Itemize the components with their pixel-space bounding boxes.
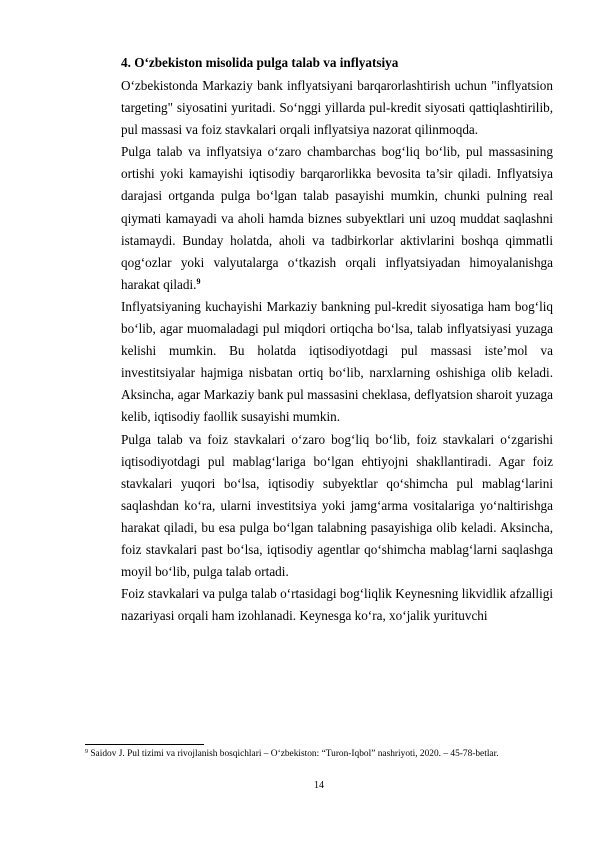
paragraph-1-text: O‘zbekistonda Markaziy bank inflyatsiyani barqarorlashtirish uchun "inflyatsion targeting" siyosatini yuritadi. So‘nggi yillarda pul-kredit siyosati qattiqlashtirilib, pul massasi va foiz stavkalari orqali inflyatsiya nazorat qilinmoqda. — [121, 78, 553, 138]
section-heading: 4. O‘zbekiston misolida pulga talab va inflyatsiya — [121, 55, 399, 70]
footnote-separator — [85, 744, 204, 745]
main-content — [121, 53, 553, 627]
paragraph-5 — [121, 583, 553, 627]
paragraph-4-text: Pulga talab va foiz stavkalari o‘zaro bog‘liq bo‘lib, foiz stavkalari o‘zgarishi iqtisodiyotdagi pul mablag‘lariga bo‘lgan ehtiyojni shakllantiradi. Agar foiz stavkalari yuqori bo‘lsa, iqtisodiy subyektlar qo‘shimcha pul mablag‘larini saqlashdan ko‘ra, ularni investitsiya yoki jamg‘arma vositalariga yo‘naltirishga harakat qiladi, bu esa pulga bo‘lgan talabning pasayishiga olib keladi. Aksincha, foiz stavkalari past bo‘lsa, iqtisodiy agentlar qo‘shimcha mablag‘larni saqlashga moyil bo‘lib, pulga talab ortadi. — [121, 431, 553, 580]
paragraph-1 — [121, 75, 553, 141]
paragraph-4 — [121, 429, 553, 584]
paragraph-2 — [121, 141, 553, 296]
paragraph-5-text: Foiz stavkalari va pulga talab o‘rtasidagi bog‘liqlik Keynesning likvidlik afzalligi nazariyasi orqali ham izohlanadi. Keynesga ko‘ra, xo‘jalik yurituvchi — [121, 586, 553, 624]
paragraph-3-text: Inflyatsiyaning kuchayishi Markaziy bankning pul-kredit siyosatiga ham bog‘liq bo‘lib, agar muomaladagi pul miqdori ortiqcha bo‘lsa, talab inflyatsiyasi yuzaga kelishi mumkin. Bu holatda iqtisodiyotdagi pul massasi iste’mol va investitsiyalar hajmiga nisbatan ortiq bo‘lib, narxlarning oshishiga olib keladi. Aksincha, agar Markaziy bank pul massasini cheklasa, deflyatsion sharoit yuzaga kelib, iqtisodiy faollik susayishi mumkin. — [121, 298, 553, 425]
footnote-marker: 9 — [85, 749, 88, 755]
page-number: 14 — [314, 780, 324, 791]
footnote-reference[interactable]: 9 — [196, 276, 201, 286]
footnote — [85, 746, 553, 762]
paragraph-2-text: Pulga talab va inflyatsiya o‘zaro chambarchas bog‘liq bo‘lib, pul massasining ortishi yoki kamayishi iqtisodiy barqarorlikka bevosita ta’sir qiladi. Inflyatsiya darajasi ortganda pulga bo‘lgan talab pasayishi mumkin, chunki pulning real qiymati kamayadi va aholi hamda biznes subyektlari uni uzoq muddat saqlashni istamaydi. Bunday holatda, aholi va tadbirkorlar aktivlarini boshqa qimmatli qog‘ozlar yoki valyutalarga o‘tkazish orqali inflyatsiyadan himoyalanishga harakat qiladi. — [121, 144, 553, 292]
footnote-text: Saidov J. Pul tizimi va rivojlanish bosqichlari – O‘zbekiston: “Turon-Iqbol” nashriyoti, 2020. – 45-78-betlar. — [90, 749, 499, 759]
paragraph-3 — [121, 296, 553, 429]
